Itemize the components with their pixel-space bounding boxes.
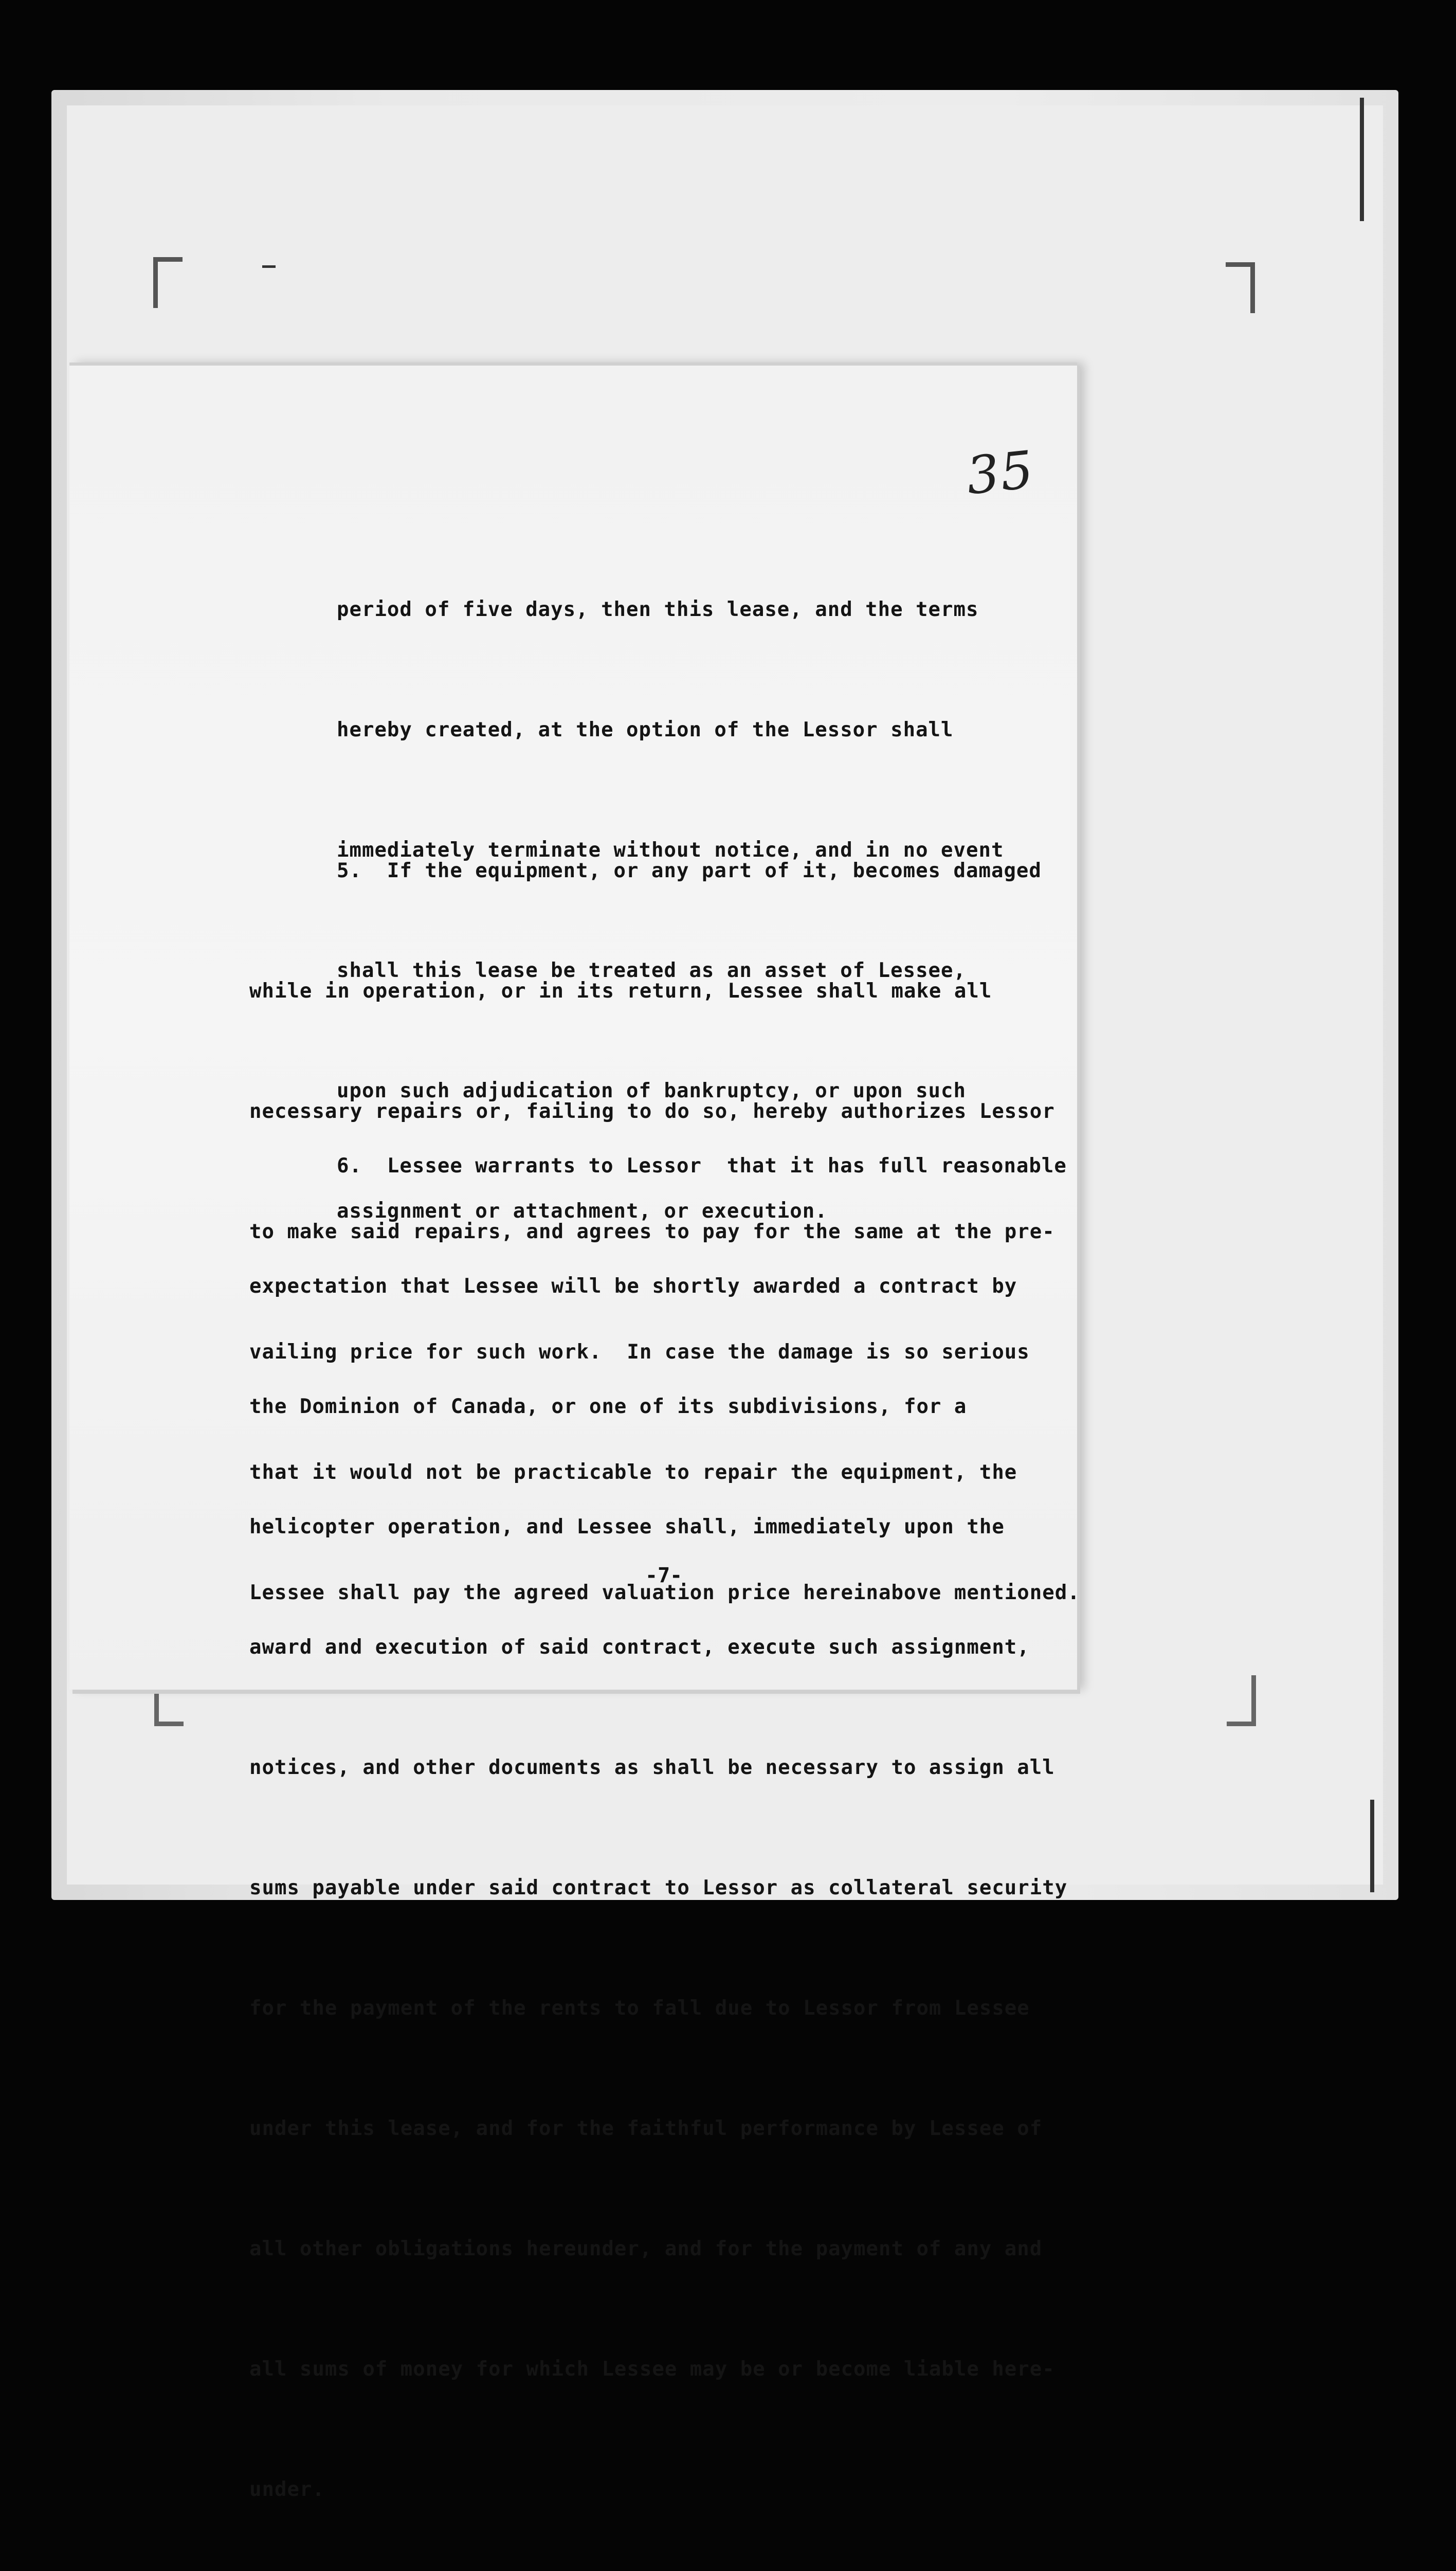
text-line: expectation that Lessee will be shortly awarded a contract by xyxy=(249,1275,1017,1298)
text-line: all other obligations hereunder, and for the payment of any and xyxy=(249,2237,1043,2260)
text-line: 5. If the equipment, or any part of it, becomes damaged xyxy=(337,859,1042,882)
edge-tick-top-right xyxy=(1360,98,1364,221)
text-line: under. xyxy=(249,2478,325,2501)
text-line: immediately terminate without notice, and in no event xyxy=(337,839,1004,862)
text-line: necessary repairs or, failing to do so, hereby authorizes Lessor xyxy=(249,1100,1055,1123)
text-line: while in operation, or in its return, Lessee shall make all xyxy=(249,980,992,1003)
edge-dash-top-left xyxy=(262,265,276,268)
text-line: vailing price for such work. In case the damage is so serious xyxy=(249,1341,1030,1364)
text-line: helicopter operation, and Lessee shall, immediately upon the xyxy=(249,1515,1005,1538)
text-line: shall this lease be treated as an asset of Lessee, xyxy=(337,959,966,982)
text-line: under this lease, and for the faithful performance by Lessee of xyxy=(249,2117,1043,2140)
text-line: Lessee shall pay the agreed valuation price hereinabove mentioned. xyxy=(249,1581,1080,1604)
text-line: assignment or attachment, or execution. xyxy=(337,1200,828,1223)
crop-mark-top-left xyxy=(153,257,183,308)
handwritten-folio-number: 35 xyxy=(963,439,1038,506)
crop-mark-top-right xyxy=(1226,262,1255,313)
text-line: 6. Lessee warrants to Lessor that it has full reasonable xyxy=(337,1154,1067,1178)
text-line: that it would not be practicable to repair the equipment, the xyxy=(249,1461,1017,1484)
text-line: all sums of money for which Lessee may be or become liable here- xyxy=(249,2358,1055,2381)
text-line: notices, and other documents as shall be necessary to assign all xyxy=(249,1756,1055,1779)
document-page xyxy=(69,363,1080,2501)
paragraph-6 xyxy=(249,1066,1067,2571)
text-line: award and execution of said contract, execute such assignment, xyxy=(249,1636,1030,1659)
text-line: for the payment of the rents to fall due to Lessor from Lessee xyxy=(249,1997,1030,2020)
text-line: sums payable under said contract to Lessor as collateral security xyxy=(249,1876,1068,1899)
page-number: -7- xyxy=(645,1564,683,1587)
edge-tick-bottom-right xyxy=(1370,1800,1374,1892)
text-line: period of five days, then this lease, and the terms xyxy=(337,598,979,621)
text-line: the Dominion of Canada, or one of its subdivisions, for a xyxy=(249,1395,967,1418)
text-line: hereby created, at the option of the Lessor shall xyxy=(337,718,954,741)
crop-mark-bottom-right xyxy=(1227,1675,1256,1726)
text-line: upon such adjudication of bankruptcy, or upon such xyxy=(337,1079,966,1102)
text-line: to make said repairs, and agrees to pay for the same at the pre- xyxy=(249,1220,1055,1243)
